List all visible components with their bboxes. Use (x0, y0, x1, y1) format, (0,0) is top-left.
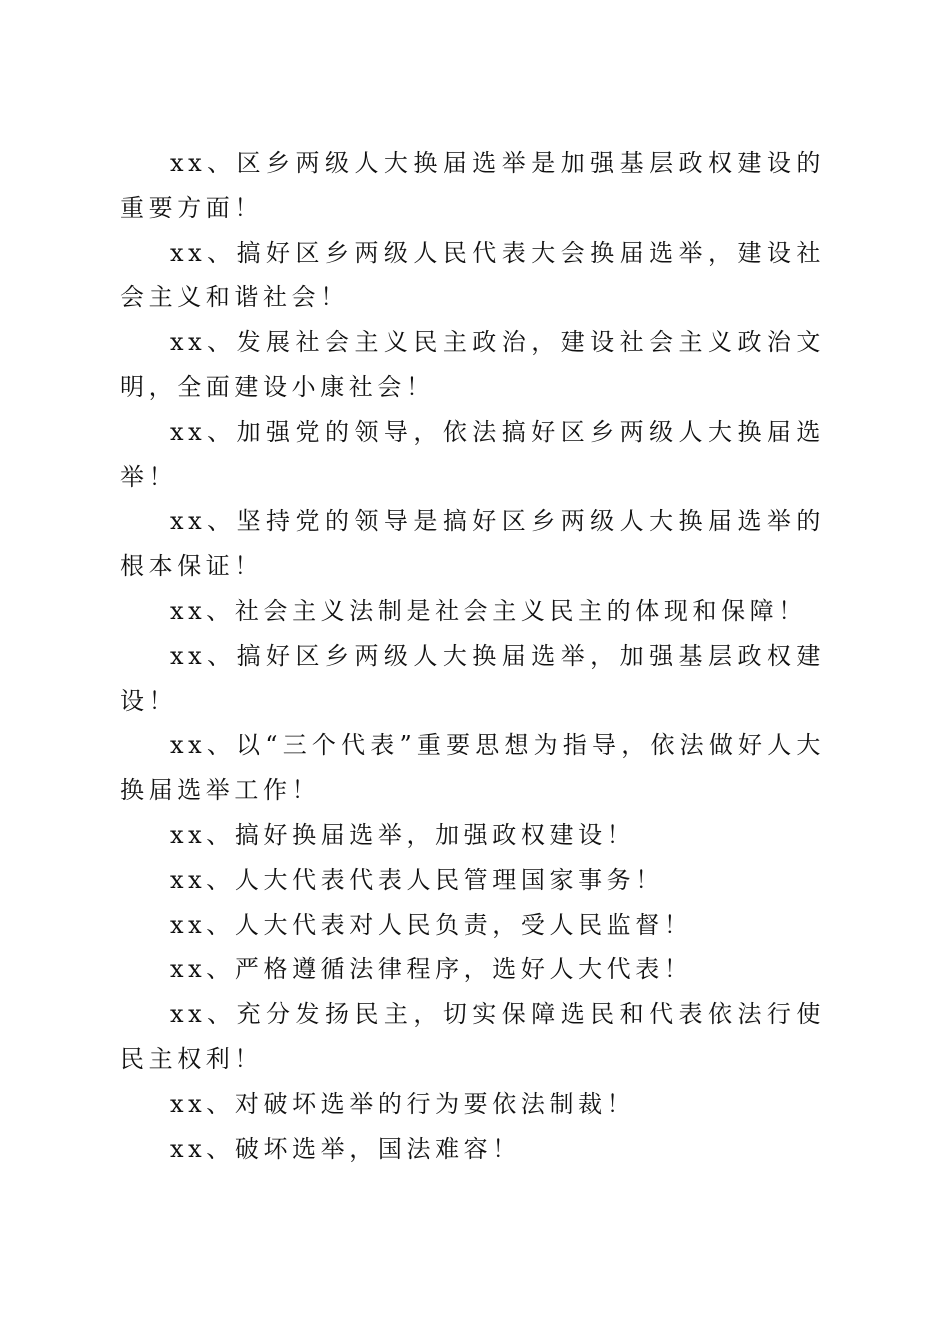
slogan-paragraph: xx、坚持党的领导是搞好区乡两级人大换届选举的根本保证！ (120, 507, 825, 581)
slogan-paragraph: xx、发展社会主义民主政治，建设社会主义政治文明，全面建设小康社会！ (120, 328, 825, 401)
document-body (120, 141, 825, 1171)
slogan-paragraph: xx、社会主义法制是社会主义民主的体现和保障！ (170, 596, 807, 625)
slogan-paragraph: xx、搞好区乡两级人民代表大会换届选举，建设社会主义和谐社会！ (120, 238, 825, 312)
slogan-paragraph: xx、以“三个代表”重要思想为指导，依法做好人大换届选举工作！ (120, 731, 825, 805)
slogan-paragraph: xx、区乡两级人大换届选举是加强基层政权建设的重要方面！ (120, 149, 825, 222)
slogan-paragraph: xx、破坏选举，国法难容！ (170, 1134, 521, 1163)
slogan-paragraph: xx、对破坏选举的行为要依法制裁！ (170, 1089, 636, 1118)
slogan-paragraph: xx、搞好换届选举，加强政权建设！ (170, 820, 636, 849)
slogan-paragraph: xx、人大代表对人民负责，受人民监督！ (170, 910, 693, 939)
slogan-paragraph: xx、充分发扬民主，切实保障选民和代表依法行使民主权利！ (120, 1000, 825, 1073)
slogan-paragraph: xx、严格遵循法律程序，选好人大代表！ (170, 955, 693, 984)
slogan-paragraph: xx、加强党的领导，依法搞好区乡两级人大换届选举！ (120, 417, 825, 491)
slogan-paragraph: xx、搞好区乡两级人大换届选举，加强基层政权建设！ (120, 641, 825, 715)
slogan-paragraph: xx、人大代表代表人民管理国家事务！ (170, 865, 664, 894)
